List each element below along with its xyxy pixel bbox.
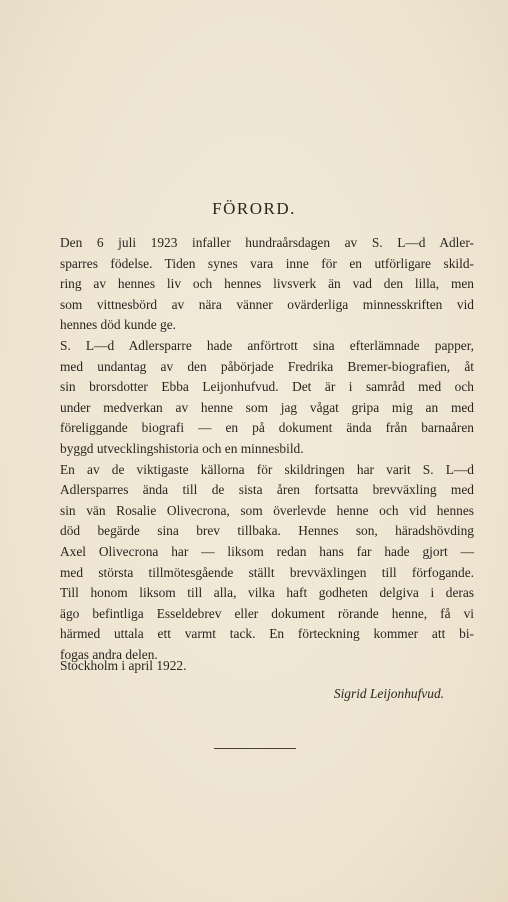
text-line: som vittnesbörd av nära vänner ovärderliga minnesskriften vid	[60, 296, 474, 312]
preface-paragraph	[60, 460, 474, 666]
text-line: ring av hennes liv och hennes livsverk än vad den lilla, men	[60, 276, 474, 292]
text-line: sin brorsdotter Ebba Leijonhufvud. Det är i samråd med och	[60, 379, 474, 395]
text-line: byggd utvecklingshistoria och en minnesbild.	[60, 440, 304, 456]
text-line: föreliggande biografi — en på dokument ända från barnaåren	[60, 420, 474, 436]
text-line: Till honom liksom till alla, vilka haft godheten delgiva i deras	[60, 585, 474, 601]
page-heading: FÖRORD.	[212, 199, 296, 218]
text-line: härmed uttala ett varmt tack. En förteckning kommer att bi-	[60, 626, 474, 642]
text-line: död begärde sina brev tillbaka. Hennes son, häradshövding	[60, 523, 474, 539]
closing-rule	[214, 748, 296, 749]
text-line: Axel Olivecrona har — liksom redan hans far hade gjort —	[60, 543, 474, 559]
text-line: sin vän Rosalie Olivecrona, som överlevde henne och vid hennes	[60, 502, 474, 518]
text-line: fogas andra delen.	[60, 646, 158, 662]
author-signature: Sigrid Leijonhufvud.	[333, 686, 444, 701]
text-line: sparres födelse. Tiden synes vara inne för en utförligare skild-	[60, 255, 474, 271]
preface-body	[60, 233, 474, 665]
text-line: En av de viktigaste källorna för skildringen har varit S. L—d	[60, 461, 474, 477]
place-date-line: Stockholm i april 1922.	[60, 658, 187, 673]
text-line: Adlersparres ända till de sista åren fortsatta brevväxling med	[60, 482, 474, 498]
text-line: hennes död kunde ge.	[60, 317, 177, 333]
text-line: med undantag av den påbörjade Fredrika Bremer-biografien, åt	[60, 358, 474, 374]
text-line: S. L—d Adlersparre hade anförtrott sina efterlämnade papper,	[60, 337, 474, 353]
text-line: under medverkan av henne som jag vågat gripa mig an med	[60, 399, 474, 415]
preface-paragraph	[60, 233, 474, 336]
text-line: Den 6 juli 1923 infaller hundraårsdagen av S. L—d Adler-	[60, 235, 474, 250]
text-line: med största tillmötesgående ställt brevväxlingen till förfogande.	[60, 564, 474, 580]
preface-paragraph	[60, 336, 474, 460]
text-line: ägo befintliga Esseldebrev eller dokument rörande henne, få vi	[60, 605, 474, 621]
